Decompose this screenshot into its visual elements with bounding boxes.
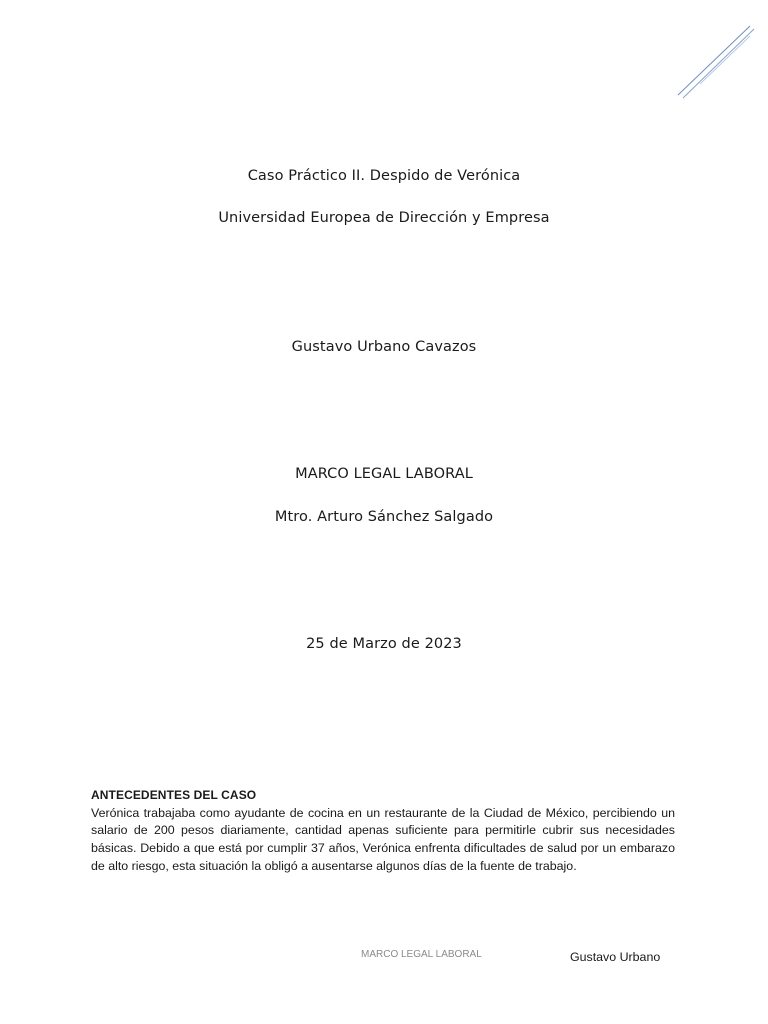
course-name: MARCO LEGAL LABORAL <box>295 466 473 482</box>
university-name: Universidad Europea de Dirección y Empresa <box>218 210 550 226</box>
document-title: Caso Práctico II. Despido de Verónica <box>247 168 521 184</box>
section-body: Verónica trabajaba como ayudante de cocina en un restaurante de la Ciudad de México, percibiendo un salario de 200 pesos diariamente, cantidad apenas suficiente para permitirle cubrir sus necesidades básicas. Debido a que está por cumplir 37 años, Verónica enfrenta dificultades de salud por un embarazo de alto riesgo, esta situación la obligó a ausentarse algunos días de la fuente de trabajo. <box>91 805 675 873</box>
footer-course: MARCO LEGAL LABORAL <box>361 949 482 960</box>
section-heading: ANTECEDENTES DEL CASO <box>91 788 257 802</box>
decorative-diagonal-lines <box>670 22 760 102</box>
footer-author: Gustavo Urbano <box>570 950 661 964</box>
document-date: 25 de Marzo de 2023 <box>306 636 462 652</box>
author-name: Gustavo Urbano Cavazos <box>291 339 477 355</box>
teacher-name: Mtro. Arturo Sánchez Salgado <box>274 509 494 525</box>
case-background-section <box>91 787 675 876</box>
